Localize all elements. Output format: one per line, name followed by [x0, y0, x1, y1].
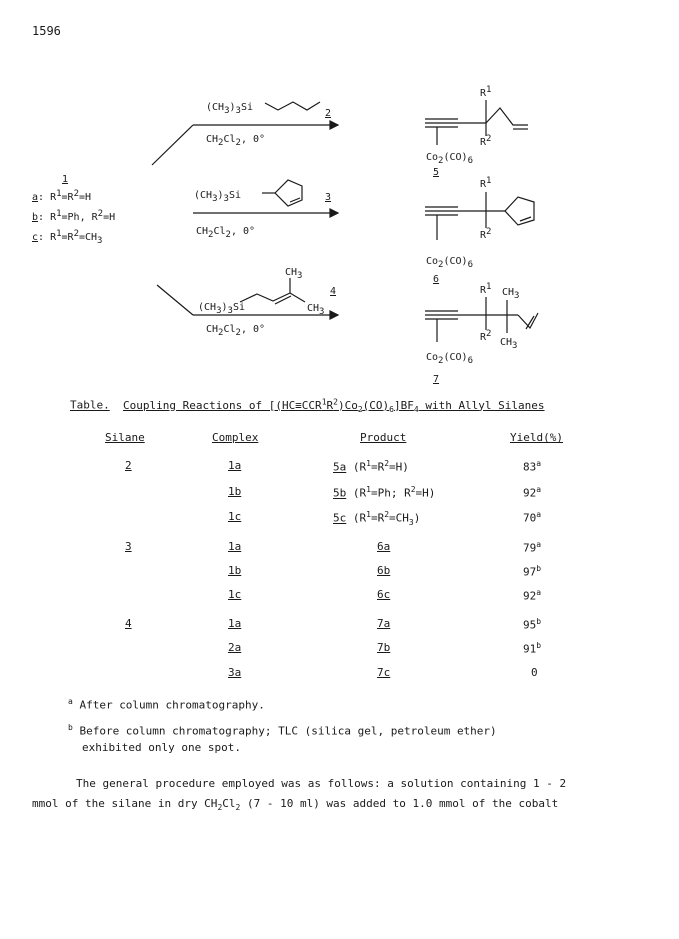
header-product: Product: [360, 431, 407, 444]
row-6-yield: 92$^a$: [523, 588, 542, 603]
row-9-complex: 3a: [228, 666, 242, 679]
product-6-r2: R2: [480, 227, 492, 241]
footnote-b: $^b$ Before column chromatography; TLC (silica gel, petroleum ether): [68, 723, 497, 738]
row-2-product: 5b ($R^1=Ph$; $R^2=H$): [333, 485, 436, 500]
product-7-ch3-top: CH3: [502, 287, 520, 301]
product-7-ch3-bottom: CH3: [500, 337, 518, 351]
row-3-product: 5c $(R^1=R^2=CH_3)$: [333, 510, 421, 527]
reagent-number-4: 4: [330, 286, 337, 297]
product-5-r2: R2: [480, 134, 492, 148]
reagent-3-silyl: (CH3)3Si: [194, 190, 241, 204]
paragraph-line-1: The general procedure employed was as follows: a solution containing 1 - 2: [76, 777, 567, 790]
reactant-number: 1: [62, 174, 69, 185]
row-7-silane: 4: [125, 617, 132, 630]
conditions-2: CH2Cl2, 0°: [196, 226, 256, 240]
product-5-cobalt: Co2(CO)6: [426, 152, 473, 166]
reagent-number-2: 2: [325, 108, 332, 119]
reagent-4-ch3-right: CH3: [307, 303, 325, 317]
substituent-c: c: R1=R2=CH3: [32, 229, 103, 246]
row-1-silane: 2: [125, 459, 132, 472]
row-8-yield: 91$^b$: [523, 641, 542, 656]
row-6-complex: 1c: [228, 588, 242, 601]
reagent-4-ch3-top: CH3: [285, 267, 303, 281]
row-4-silane: 3: [125, 540, 132, 553]
row-5-complex: 1b: [228, 564, 242, 577]
row-5-yield: 97$^b$: [523, 564, 542, 579]
header-complex: Complex: [212, 431, 259, 444]
conditions-3: CH2Cl2, 0°: [206, 324, 266, 338]
product-number-7: 7: [433, 374, 440, 385]
paragraph-line-2: mmol of the silane in dry $CH_2Cl_2$ (7 - 10 ml) was added to 1.0 mmol of the cobalt: [32, 797, 559, 813]
row-8-complex: 2a: [228, 641, 242, 654]
row-7-complex: 1a: [228, 617, 242, 630]
conditions-1: CH2Cl2, 0°: [206, 134, 266, 148]
reagent-2-silyl: (CH3)3Si: [206, 102, 253, 116]
row-4-complex: 1a: [228, 540, 242, 553]
reagent-4-silyl: (CH3)3Si: [198, 302, 245, 316]
row-1-product: 5a $(R^1=R^2=H)$: [333, 459, 409, 474]
header-silane: Silane: [105, 431, 145, 444]
reaction-scheme: [0, 0, 679, 390]
reagent-number-3: 3: [325, 192, 332, 203]
product-7-r1: R1: [480, 282, 492, 296]
row-2-complex: 1b: [228, 485, 242, 498]
table-title: Table. Coupling Reactions of $[(HC\equiv CCR^1R^2)Co_2(CO)_6]BF_4$ with Allyl Silanes: [70, 397, 545, 414]
row-1-yield: 83$^a$: [523, 459, 542, 474]
footnote-b-continued: exhibited only one spot.: [82, 741, 241, 754]
product-number-6: 6: [433, 274, 440, 285]
row-1-complex: 1a: [228, 459, 242, 472]
row-9-yield: 0: [531, 666, 538, 679]
product-5-r1: R1: [480, 85, 492, 99]
row-4-yield: 79$^a$: [523, 540, 542, 555]
row-3-yield: 70$^a$: [523, 510, 542, 525]
substituent-b: b: R1=Ph, R2=H: [32, 209, 116, 223]
row-9-product: 7c: [377, 666, 391, 679]
product-7-cobalt: Co2(CO)6: [426, 352, 473, 366]
substituent-a: a: R1=R2=H: [32, 189, 92, 203]
product-number-5: 5: [433, 167, 440, 178]
row-4-product: 6a: [377, 540, 391, 553]
row-7-product: 7a: [377, 617, 391, 630]
product-6-cobalt: Co2(CO)6: [426, 256, 473, 270]
row-5-product: 6b: [377, 564, 391, 577]
row-8-product: 7b: [377, 641, 391, 654]
footnote-a: $^a$ After column chromatography.: [68, 697, 265, 712]
row-3-complex: 1c: [228, 510, 242, 523]
row-2-yield: 92$^a$: [523, 485, 542, 500]
row-7-yield: 95$^b$: [523, 617, 542, 632]
page-number: 1596: [32, 24, 61, 38]
header-yield: Yield(%): [510, 431, 563, 444]
product-7-r2: R2: [480, 329, 492, 343]
row-6-product: 6c: [377, 588, 391, 601]
product-6-r1: R1: [480, 176, 492, 190]
